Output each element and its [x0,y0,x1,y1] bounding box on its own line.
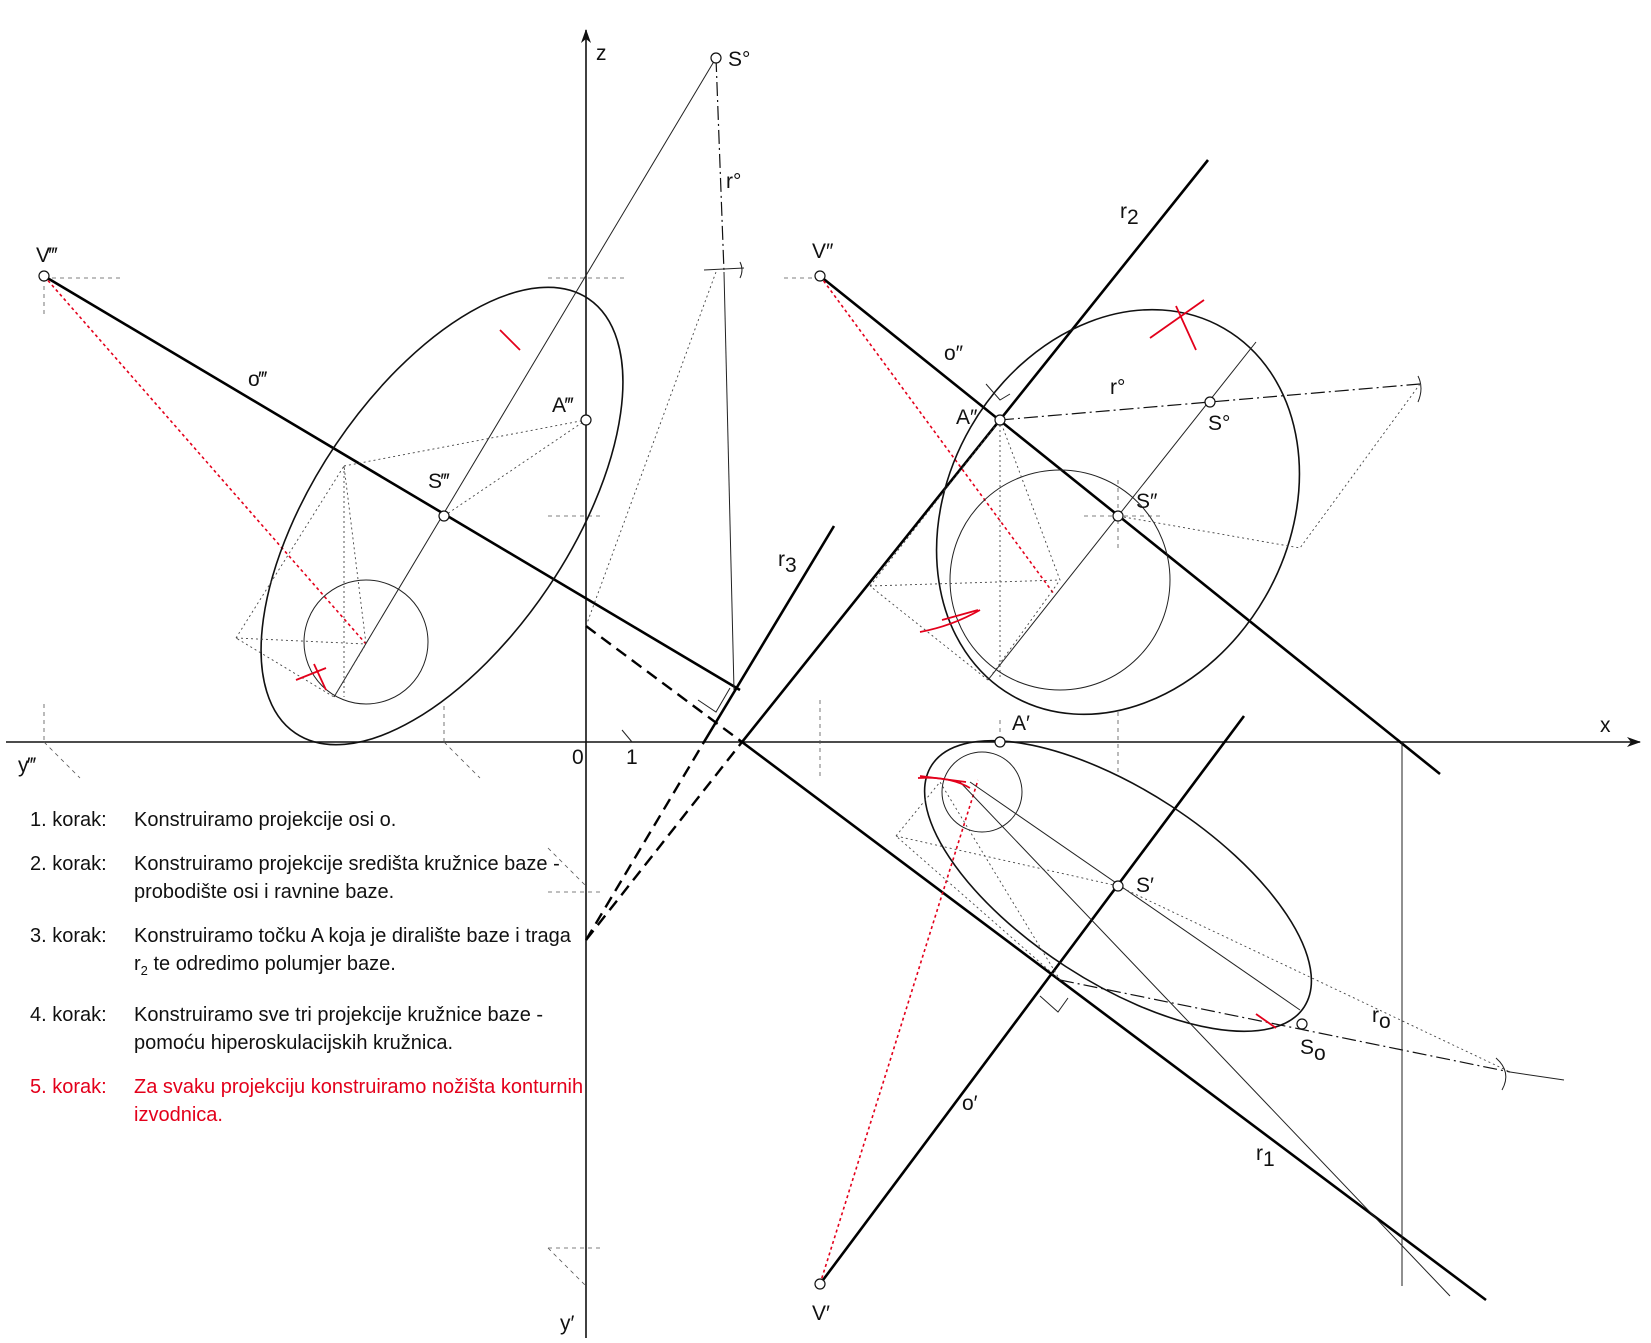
label-S1: S′ [1136,874,1154,897]
step-text: Konstruiramo projekcije osi o. [134,809,397,831]
step-3 [30,922,590,985]
label-origin: 0 [572,746,584,769]
label-r-zero-top: r° [726,170,742,193]
axis-o2 [820,276,1440,774]
construction-steps [30,806,590,1145]
step-text: Konstruiramo sve tri projekcije kružnice baze - pomoću hiperoskulacijskih kružnica. [134,1004,544,1054]
label-z: z [596,42,607,65]
label-y3: y‴ [18,754,36,777]
label-r3: r3 [778,548,797,577]
side-view [44,58,740,805]
step-4 [30,1001,590,1057]
step-number: 1. korak: [30,809,107,831]
label-x: x [1600,714,1611,737]
red-contour-left [44,276,366,644]
top-view [820,685,1564,1296]
step-number: 2. korak: [30,853,107,875]
label-A3: A‴ [552,394,574,417]
label-A2: A″ [956,406,978,429]
step-text: Konstruiramo točku A koja je diralište baze i traga $r_2$ te odredimo polumjer baze. [134,925,571,978]
label-o2: o″ [944,342,964,365]
step-number: 5. korak: [30,1076,107,1098]
label-r1: r1 [1256,1142,1275,1171]
label-r-zero-right: r° [1110,376,1126,399]
step-number: 3. korak: [30,925,107,947]
step-text: Za svaku projekciju konstruiramo nožišta konturnih izvodnica. [134,1076,584,1126]
label-S-o: So [1300,1036,1326,1065]
axis-o1 [820,716,1244,1284]
front-view [820,243,1440,780]
label-o1: o′ [962,1092,978,1115]
rotation-construction-top [704,58,744,690]
step-text: Konstruiramo projekcije središta kružnice baze - probodište osi i ravnine baze. [134,853,560,903]
label-one: 1 [626,746,638,769]
label-S2: S″ [1136,490,1158,513]
step-5 [30,1073,590,1129]
label-S-zero-right: S° [1208,412,1231,435]
step-number: 4. korak: [30,1004,107,1026]
label-r2: r2 [1120,200,1139,229]
label-S3: S‴ [428,470,450,493]
osculating-circle-top [942,752,1022,832]
label-S-zero: S° [728,48,751,71]
label-V2: V″ [812,240,834,263]
label-r-o: ro [1372,1004,1391,1033]
label-y1: y′ [560,1312,575,1335]
traces [586,160,1486,1300]
label-A1: A′ [1012,712,1030,735]
unit-tick [622,730,632,742]
step-1 [30,806,590,834]
label-o3: o‴ [248,368,268,391]
step-2 [30,850,590,906]
axis-o3 [44,276,740,690]
label-V3: V‴ [36,244,58,267]
label-V1: V′ [812,1302,830,1325]
